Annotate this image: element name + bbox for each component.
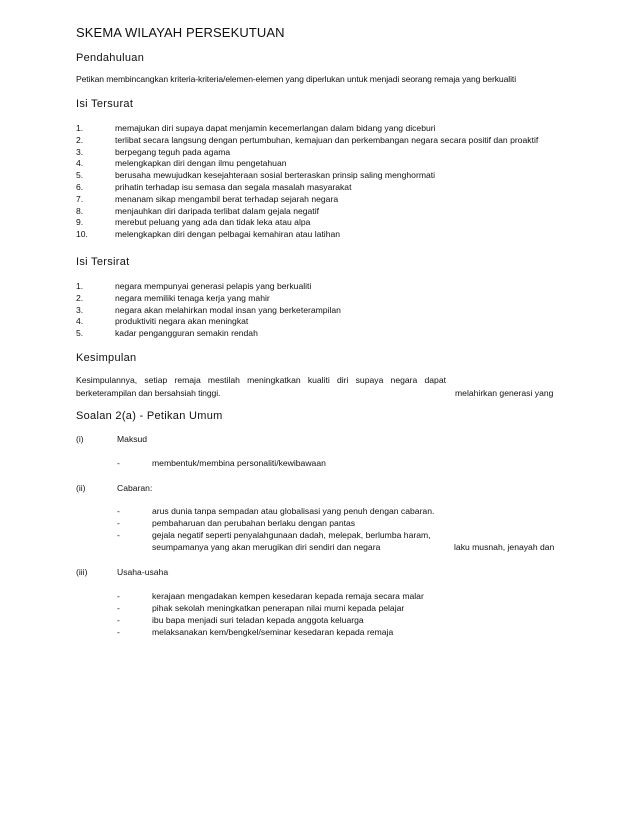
part-ii-item: gejala negatif seperti penyalahgunaan dadah, melepak, berlumba haram, <box>152 530 431 540</box>
list-item-text: melengkapkan diri dengan ilmu pengetahuan <box>115 158 287 169</box>
part-iii-dash: - <box>117 615 120 625</box>
heading-pendahuluan: Pendahuluan <box>76 52 145 64</box>
part-iii-label: Usaha-usaha <box>117 567 169 577</box>
part-i-label: Maksud <box>117 434 148 444</box>
part-i-number: (i) <box>76 434 84 444</box>
kesimpulan-line-2-right: melahirkan generasi yang <box>455 388 554 398</box>
part-i-item: membentuk/membina personaliti/kewibawaan <box>152 458 326 468</box>
list-item-number: 5. <box>76 170 84 181</box>
part-ii-number: (ii) <box>76 483 86 493</box>
part-iii-number: (iii) <box>76 567 88 577</box>
list-item-number: 6. <box>76 182 84 192</box>
list-item-text: melengkapkan diri dengan pelbagai kemahiran atau latihan <box>115 229 341 240</box>
list-item-number: 1. <box>76 281 84 291</box>
list-item-number: 3. <box>76 146 84 157</box>
part-ii-continuation-right: laku musnah, jenayah dan <box>454 542 555 552</box>
part-ii-dash: - <box>117 518 120 528</box>
kesimpulan-line-2: berketerampilan dan bersahsiah tinggi. <box>76 388 221 398</box>
list-item-number: 5. <box>76 328 84 339</box>
part-ii-item: pembaharuan dan perubahan berlaku dengan pantas <box>152 518 356 528</box>
list-item-number: 8. <box>76 205 84 216</box>
list-item-number: 9. <box>76 217 84 228</box>
heading-kesimpulan: Kesimpulan <box>76 352 137 364</box>
list-item-text: negara memiliki tenaga kerja yang mahir <box>115 292 270 303</box>
part-iii-item: melaksanakan kem/bengkel/seminar kesedaran kepada remaja <box>152 627 394 637</box>
list-item-text: terlibat secara langsung dengan pertumbuhan, kemajuan dan perkembangan negara secara positif dan proaktif <box>115 134 539 145</box>
list-item-number: 10. <box>76 229 88 240</box>
part-iii-dash: - <box>117 627 120 637</box>
list-item-number: 2. <box>76 292 84 303</box>
list-item-number: 4. <box>76 316 84 327</box>
list-item-number: 2. <box>76 134 84 145</box>
heading-isi-tersirat: Isi Tersirat <box>76 256 130 268</box>
list-item-number: 7. <box>76 193 84 204</box>
part-i-dash: - <box>117 458 120 468</box>
heading-soalan: Soalan 2(a) - Petikan Umum <box>76 410 223 422</box>
list-item-text: negara akan melahirkan modal insan yang berketerampilan <box>115 304 341 315</box>
part-ii-item: arus dunia tanpa sempadan atau globalisasi yang penuh dengan cabaran. <box>152 506 435 516</box>
list-item-text: merebut peluang yang ada dan tidak leka atau alpa <box>115 217 311 228</box>
kesimpulan-line-1: Kesimpulannya, setiap remaja mestilah meningkatkan kualiti diri supaya negara dapat <box>76 375 446 385</box>
part-ii-continuation: seumpamanya yang akan merugikan diri sendiri dan negara <box>152 542 381 552</box>
list-item-text: menanam sikap mengambil berat terhadap sejarah negara <box>115 193 339 204</box>
part-iii-dash: - <box>117 603 120 613</box>
part-ii-dash: - <box>117 530 120 540</box>
part-iii-dash: - <box>117 591 120 601</box>
list-item-number: 4. <box>76 158 84 169</box>
list-item-text: produktiviti negara akan meningkat <box>115 316 249 327</box>
list-item-text: kadar pengangguran semakin rendah <box>115 328 258 339</box>
list-item-text: berpegang teguh pada agama <box>115 146 231 157</box>
part-ii-dash: - <box>117 506 120 516</box>
page-title: SKEMA WILAYAH PERSEKUTUAN <box>76 25 285 40</box>
list-item-text: prihatin terhadap isu semasa dan segala masalah masyarakat <box>115 182 352 192</box>
part-ii-label: Cabaran: <box>117 483 153 493</box>
list-item-text: negara mempunyai generasi pelapis yang berkualiti <box>115 281 312 291</box>
list-item-number: 1. <box>76 123 84 133</box>
list-item-number: 3. <box>76 304 84 315</box>
part-iii-item: ibu bapa menjadi suri teladan kepada anggota keluarga <box>152 615 364 625</box>
list-item-text: berusaha mewujudkan kesejahteraan sosial berteraskan prinsip saling menghormati <box>115 170 436 181</box>
part-iii-item: pihak sekolah meningkatkan penerapan nilai murni kepada pelajar <box>152 603 405 613</box>
part-iii-item: kerajaan mengadakan kempen kesedaran kepada remaja secara malar <box>152 591 424 601</box>
list-item-text: memajukan diri supaya dapat menjamin kecemerlangan dalam bidang yang diceburi <box>115 123 436 133</box>
heading-isi-tersurat: Isi Tersurat <box>76 98 134 110</box>
list-item-text: menjauhkan diri daripada terlibat dalam gejala negatif <box>115 205 319 216</box>
pendahuluan-text: Petikan membincangkan kriteria-kriteria/elemen-elemen yang diperlukan untuk menjadi seorang remaja yang berkualiti <box>76 74 517 84</box>
